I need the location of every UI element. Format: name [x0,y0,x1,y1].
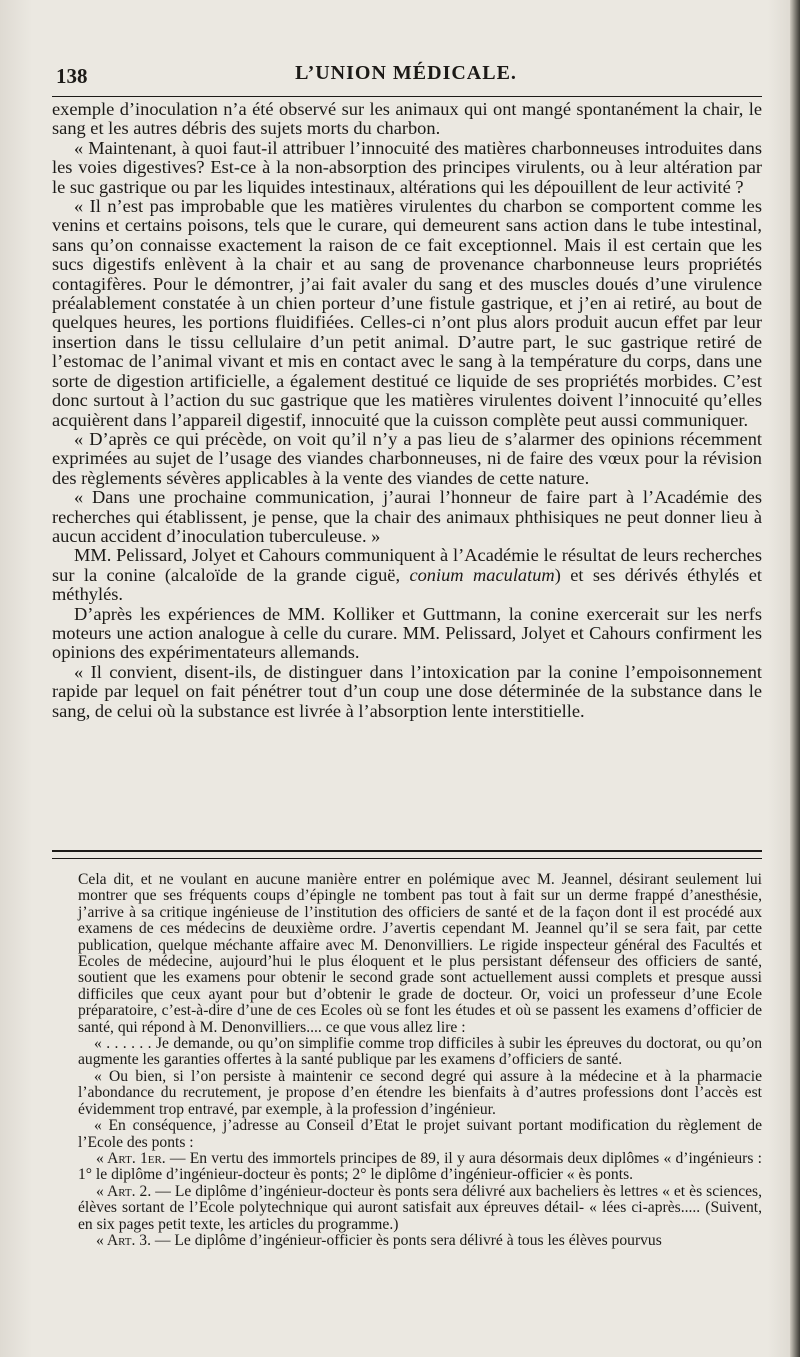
article-label: « Art. 3. [96,1231,151,1249]
paragraph: exemple d’inoculation n’a été observé sur les animaux qui ont mangé spontanément la chair, le sang et les autres débris des sujets morts du charbon. [52,99,762,139]
footnote-feuilleton [78,872,762,1249]
article-paragraph [78,1151,762,1184]
article-text: — Le diplôme d’ingénieur-docteur ès ponts sera délivré aux bacheliers ès lettres « et ès sciences, élèves sortant de l’Ecole polytechnique qui auront satisfait aux épreuves détail- « lées ci-après..... (Suivent, en six pages petit texte, les articles du programme.) [78,1182,762,1233]
paragraph: D’après les expériences de MM. Kolliker et Guttmann, la conine exercerait sur les nerfs moteurs une action analogue à celle du curare. MM. Pelissard, Jolyet et Cahours confirment les opinions des expérimentateurs allemands. [52,603,762,663]
article-label: « Art. 2. [96,1182,152,1200]
main-text [52,100,762,721]
header-rule [52,96,762,97]
paragraph-text: ) et ses dérivés éthylés et méthylés. [52,564,762,605]
paragraph: « Maintenant, à quoi faut-il attribuer l’innocuité des matières charbonneuses introduites dans les voies digestives? Est-ce à la non-absorption des principes virulents, ou à leur altération par le suc gastrique ou par les liquides intestinaux, altérations qui les dépouillent de leur activité ? [52,137,762,197]
footnote-paragraph: « En conséquence, j’adresse au Conseil d’Etat le projet suivant portant modification du règlement de l’Ecole des ponts : [78,1117,762,1151]
page-header [52,60,760,90]
article-text: — En vertu des immortels principes de 89, il y aura désormais deux diplômes « d’ingénieurs : 1° le diplôme d’ingénieur-docteur ès ponts; 2° le diplôme d’ingénieur-officier « ès ponts. [78,1149,762,1184]
footnote-paragraph: « Ou bien, si l’on persiste à maintenir ce second degré qui assure à la médecine et à la pharmacie l’abondance du recrutement, je propose d’en étendre les bienfaits à d’autres professions dont l’accès est évidemment trop entravé, par exemple, à la profession d’ingénieur. [78,1067,762,1118]
page-edge-shadow [790,0,800,1357]
paragraph [52,546,762,604]
article-paragraph [78,1184,762,1233]
paragraph: « D’après ce qui précède, on voit qu’il n’y a pas lieu de s’alarmer des opinions récemment exprimées au sujet de l’usage des viandes charbonneuses, ni de faire des vœux pour la révision des règlements sévères applicables à la vente des viandes de cette nature. [52,428,762,488]
footnote-paragraph: Cela dit, et ne voulant en aucune manière entrer en polémique avec M. Jeannel, désirant seulement lui montrer que ses fréquents coups d’épingle ne tombent pas tout à fait sur un derme frappé d’anesthésie, j’arrive à sa critique ingénieuse de l’institution des officiers de santé et de la façon dont il est procédé aux examens de ces médecins de deuxième ordre. J’avertis cependant M. Jeannel qu’il se sera fait, par cette publication, quelque méchante affaire avec M. Denonvilliers. Le rigide inspecteur général des Facultés et Ecoles de médecine, aujourd’hui le plus éloquent et le plus persistant défenseur des officiers de santé, soutient que les examens pour obtenir le second grade sont actuellement aussi complets et presque aussi difficiles que ceux ayant pour but d’obtenir le grade de docteur. Or, voici un professeur d’une Ecole préparatoire, c’est-à-dire d’une de ces Ecoles où se font les études et où se passent les examens d’officier de santé, qui répond à M. Denonvilliers.... ce que vous allez lire : [78,871,762,1036]
page-number: 138 [56,64,88,88]
running-title: L’UNION MÉDICALE. [295,62,517,84]
footnote-separator-rule [52,850,762,859]
article-label: « Art. 1er. [96,1149,166,1167]
footnote-paragraph: « . . . . . . Je demande, ou qu’on simplifie comme trop difficiles à subir les épreuves du doctorat, ou qu’on augmente les garanties offertes à la santé publique par les examens d’officiers de santé. [78,1035,762,1069]
article-paragraph [78,1233,762,1249]
paragraph: « Dans une prochaine communication, j’aurai l’honneur de faire part à l’Académie des recherches qui établissent, je pense, que la chair des animaux phthisiques ne peut donner lieu à aucun accident d’inoculation tuberculeuse. » [52,487,762,546]
paragraph: « Il convient, disent-ils, de distinguer dans l’intoxication par la conine l’empoisonnement rapide par lequel on fait pénétrer tout d’un coup une dose déterminée de la substance dans le sang, de celui où la substance est livrée à l’absorption lente interstitielle. [52,661,762,721]
paragraph: « Il n’est pas improbable que les matières virulentes du charbon se comportent comme les venins et certains poisons, tels que le curare, qui demeurent sans action dans le tube intestinal, sans qu’on connaisse exactement la raison de ce fait exceptionnel. Mais il est certain que les sucs digestifs enlèvent à la chair et au sang de provenance charbonneuse leurs propriétés contagifères. Pour le démontrer, j’ai fait avaler du sang et des muscles doués d’une virulence préalablement constatée à un chien porteur d’une fistule gastrique, et j’en ai retiré, au bout de quelques heures, les portions fluidifiées. Celles-ci n’ont plus alors produit aucun effet par leur insertion dans le tissu cellulaire d’un petit animal. D’autre part, le suc gastrique retiré de l’estomac de l’animal vivant et mis en contact avec le sang à la température du corps, dans une sorte de digestion artificielle, a également destitué ce liquide de ses propriétés morbides. C’est donc surtout à l’action du suc gastrique que les matières virulentes doivent l’innocuité qu’elles acquièrent dans l’appareil digestif, innocuité que la cuisson complète peut aussi communiquer. [52,196,762,430]
article-text: — Le diplôme d’ingénieur-officier ès ponts sera délivré à tous les élèves pourvus [150,1231,662,1249]
italic-species-name: conium maculatum [409,564,555,585]
paragraph-text: MM. Pelissard, Jolyet et Cahours communiquent à l’Académie le résultat de leurs recherches sur la conine (alcaloïde de la grande ciguë, [52,545,762,585]
